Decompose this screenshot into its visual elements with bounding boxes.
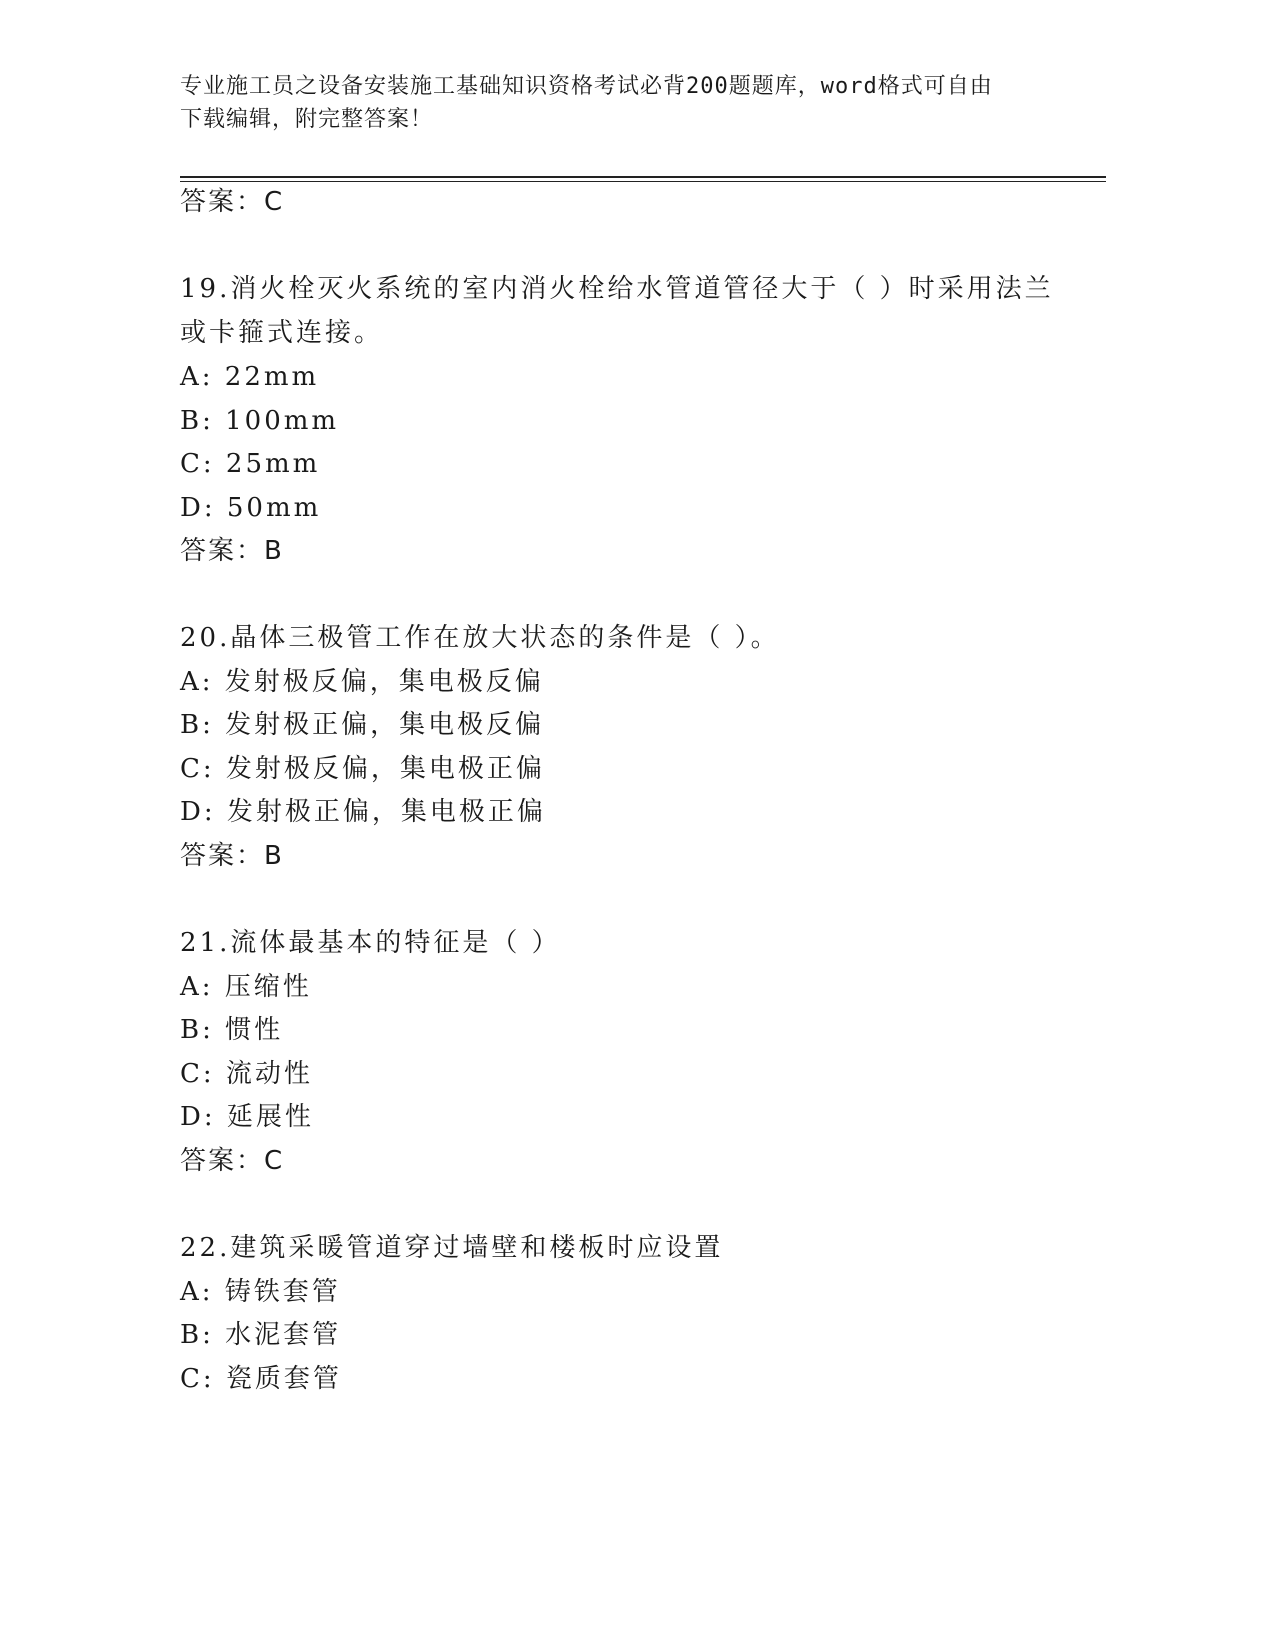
- question-21-stem: 21.流体最基本的特征是（ ）: [180, 928, 561, 958]
- question-22-stem: 22.建筑采暖管道穿过墙壁和楼板时应设置: [180, 1233, 724, 1263]
- question-19-answer: 答案：B: [180, 536, 284, 566]
- question-20-option-a: A: 发射极反偏，集电极反偏: [180, 667, 544, 697]
- question-22-option-c: C: 瓷质套管: [180, 1364, 342, 1394]
- question-22-option-a: A: 铸铁套管: [180, 1277, 341, 1307]
- document-header: [180, 70, 1040, 136]
- question-19-stem-line-1: 19.消火栓灭火系统的室内消火栓给水管道管径大于（ ）时采用法兰: [180, 274, 1054, 304]
- question-19-option-d: D: 50mm: [180, 493, 322, 523]
- question-21-option-d: D: 延展性: [180, 1102, 314, 1132]
- question-19-option-c: C: 25mm: [180, 449, 321, 479]
- question-19-stem-line-2: 或卡箍式连接。: [180, 318, 384, 348]
- question-21-option-c: C: 流动性: [180, 1059, 313, 1089]
- question-20-stem: 20.晶体三极管工作在放大状态的条件是（ ）。: [180, 623, 780, 653]
- previous-answer: 答案：C: [180, 187, 285, 217]
- header-divider-thick: [180, 176, 1106, 178]
- question-20-option-b: B: 发射极正偏，集电极反偏: [180, 710, 545, 740]
- question-21-option-b: B: 惯性: [180, 1015, 284, 1045]
- header-line-1: 专业施工员之设备安装施工基础知识资格考试必背200题题库，word格式可自由: [180, 74, 993, 99]
- question-22-option-b: B: 水泥套管: [180, 1320, 342, 1350]
- question-20-option-d: D: 发射极正偏，集电极正偏: [180, 797, 546, 827]
- question-19-option-b: B: 100mm: [180, 406, 340, 436]
- question-21-answer: 答案：C: [180, 1146, 285, 1176]
- question-20-option-c: C: 发射极反偏，集电极正偏: [180, 754, 545, 784]
- header-line-2: 下载编辑，附完整答案！: [180, 107, 434, 132]
- header-divider-thin: [180, 181, 1106, 182]
- question-21-option-a: A: 压缩性: [180, 972, 312, 1002]
- question-19-option-a: A: 22mm: [180, 362, 320, 392]
- question-20-answer: 答案：B: [180, 841, 284, 871]
